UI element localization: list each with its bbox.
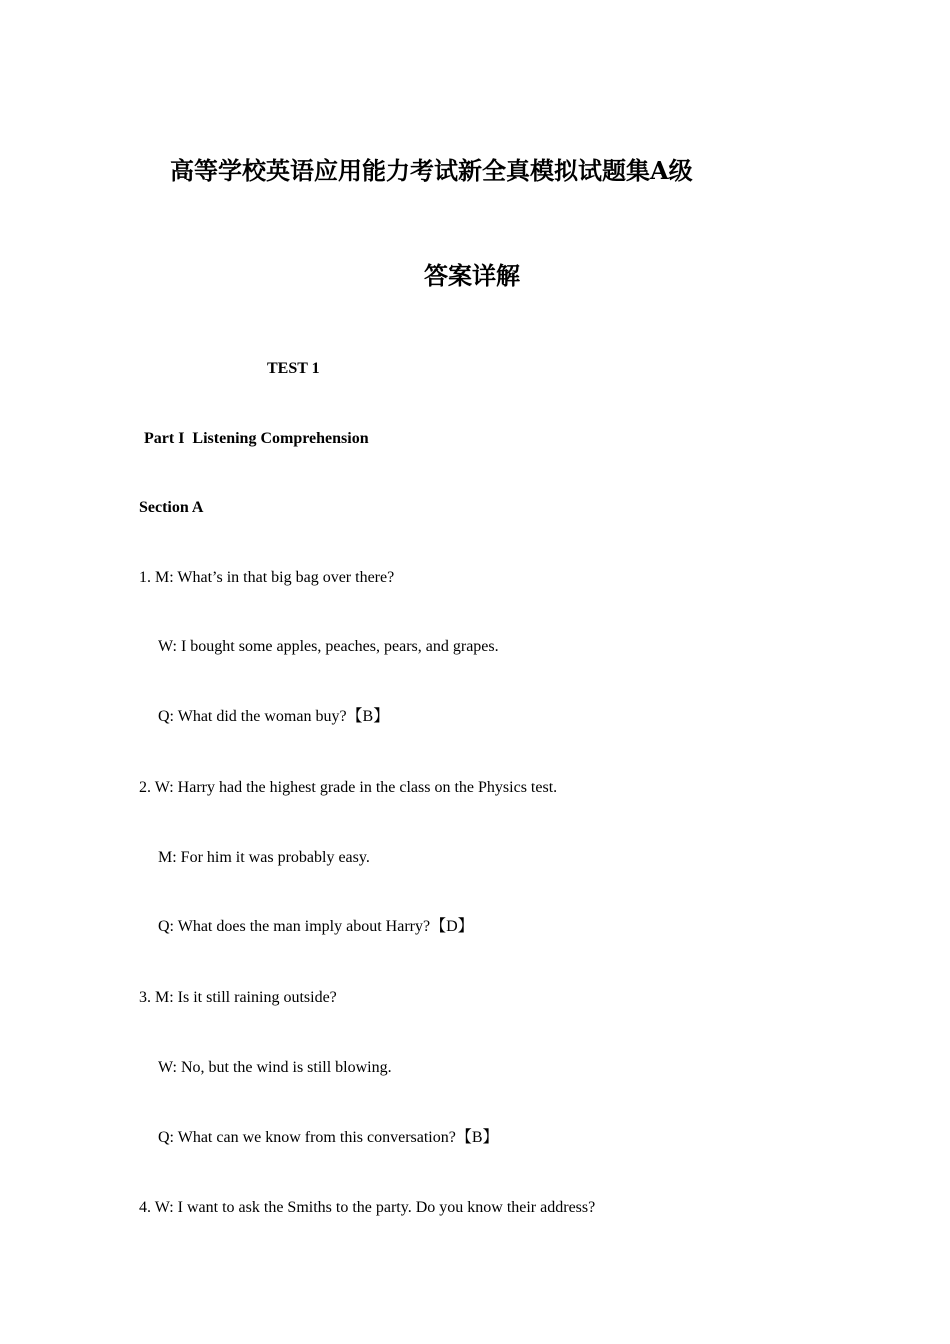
item-3-line-1: 3. M: Is it still raining outside? [139,989,337,1006]
item-3-line-2: W: No, but the wind is still blowing. [158,1059,392,1076]
item-2-question: Q: What does the man imply about Harry?【D】 [158,918,474,935]
document-title: 高等学校英语应用能力考试新全真模拟试题集A级 [170,156,693,185]
item-2-line-2: M: For him it was probably easy. [158,849,370,866]
test-heading: TEST 1 [267,360,320,377]
item-3-question: Q: What can we know from this conversation?【B】 [158,1129,499,1146]
item-1-line-2: W: I bought some apples, peaches, pears, and grapes. [158,638,499,655]
item-1-question: Q: What did the woman buy?【B】 [158,708,390,725]
section-heading: Section A [139,499,204,516]
item-4-line-1: 4. W: I want to ask the Smiths to the party. Do you know their address? [139,1199,596,1216]
part-heading: Part I Listening Comprehension [144,430,369,447]
document-subtitle: 答案详解 [424,261,520,290]
item-2-line-1: 2. W: Harry had the highest grade in the class on the Physics test. [139,779,558,796]
item-1-line-1: 1. M: What’s in that big bag over there? [139,569,395,586]
